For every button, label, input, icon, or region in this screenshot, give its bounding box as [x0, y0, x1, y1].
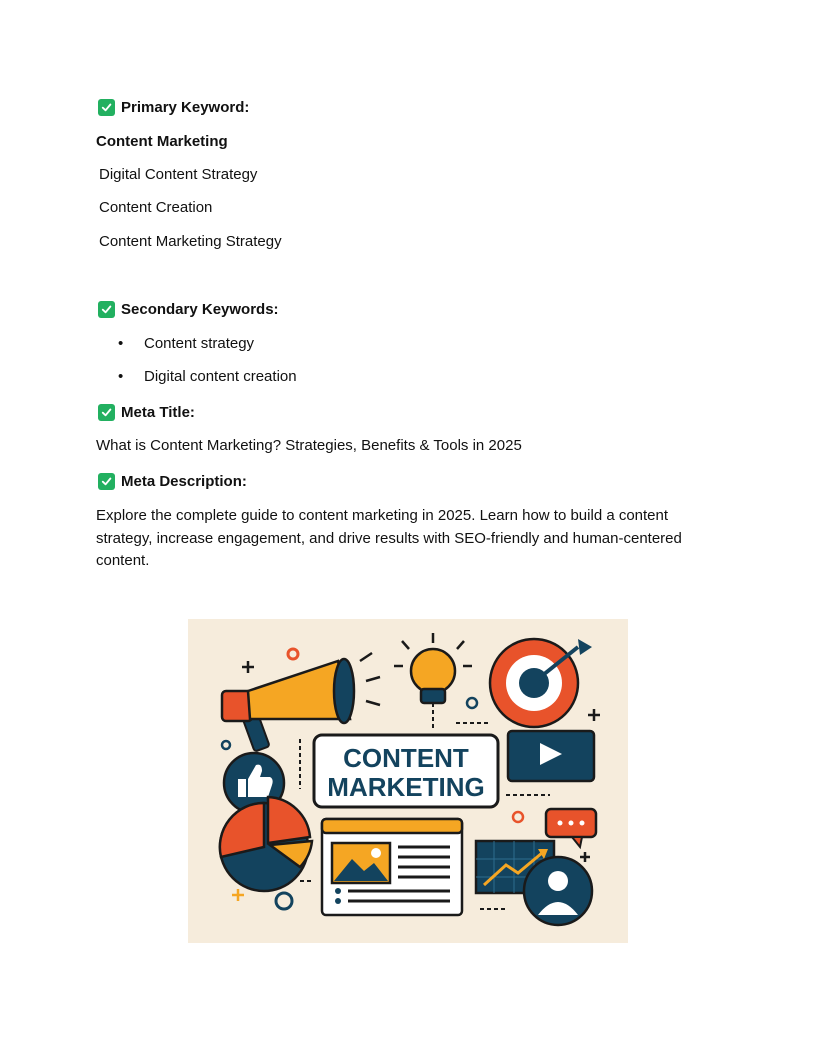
checkmark-icon: [98, 301, 115, 318]
secondary-keyword-item: Digital content creation: [144, 368, 297, 385]
meta-description-heading: [98, 473, 247, 490]
meta-title-label: Meta Title:: [121, 404, 195, 421]
primary-keyword-item: Content Marketing Strategy: [99, 233, 282, 250]
user-avatar-icon: [524, 857, 592, 925]
meta-description-label: Meta Description:: [121, 473, 247, 490]
list-item: [118, 335, 254, 352]
secondary-keywords-heading: [98, 301, 279, 318]
primary-keyword-main: Content Marketing: [96, 133, 228, 150]
secondary-keywords-label: Secondary Keywords:: [121, 301, 279, 318]
checkmark-icon: [98, 404, 115, 421]
checkmark-icon: [98, 473, 115, 490]
sign-line-1: CONTENT: [343, 743, 469, 773]
content-marketing-illustration: [188, 619, 628, 943]
meta-title-heading: [98, 404, 195, 421]
bullet-icon: •: [118, 368, 124, 385]
sign-line-2: MARKETING: [327, 772, 485, 802]
meta-description-text: Explore the complete guide to content marketing in 2025. Learn how to build a content strategy, increase engagement, and drive results with SEO-friendly and human-centered content.: [96, 507, 682, 569]
meta-title-text: What is Content Marketing? Strategies, Benefits & Tools in 2025: [96, 437, 522, 454]
checkmark-icon: [98, 99, 115, 116]
content-marketing-sign: [314, 735, 498, 807]
primary-keyword-heading: [98, 99, 249, 116]
bullet-icon: •: [118, 335, 124, 352]
secondary-keyword-item: Content strategy: [144, 335, 255, 352]
web-page-icon: [322, 819, 462, 915]
primary-keyword-item: Digital Content Strategy: [99, 166, 258, 183]
primary-keyword-label: Primary Keyword:: [121, 99, 250, 116]
primary-keyword-item: Content Creation: [99, 199, 213, 216]
list-item: [118, 368, 297, 385]
